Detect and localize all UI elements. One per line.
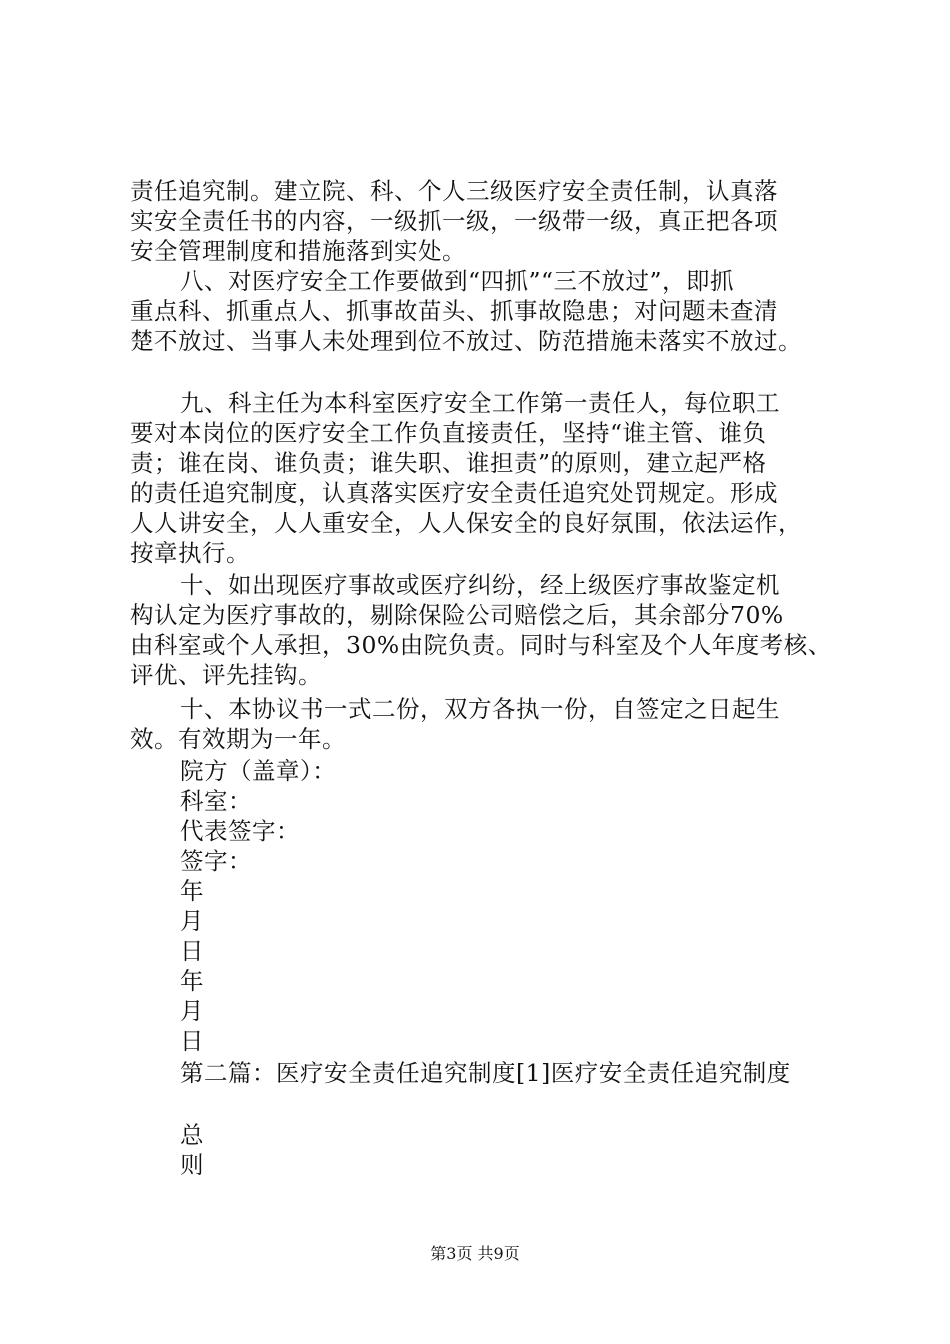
- text-line: 责任追究制。建立院、科、个人三级医疗安全责任制，认真落: [130, 177, 778, 205]
- text-line: 实安全责任书的内容，一级抓一级，一级带一级，真正把各项: [130, 207, 778, 235]
- text-line: 构认定为医疗事故的，剔除保险公司赔偿之后，其余部分70%: [130, 601, 784, 629]
- text-line: 则: [180, 1151, 204, 1179]
- text-line: 效。有效期为一年。: [130, 725, 346, 753]
- text-line: 科室：: [180, 787, 252, 815]
- text-line: 八、对医疗安全工作要做到“四抓”“三不放过”，即抓: [180, 267, 735, 295]
- text-line: 日: [180, 937, 204, 965]
- text-line: 总: [180, 1121, 204, 1149]
- text-line: 日: [180, 1027, 204, 1055]
- text-line: 的责任追究制度，认真落实医疗安全责任追究处罚规定。形成: [130, 479, 778, 507]
- text-line: 楚不放过、当事人未处理到位不放过、防范措施未落实不放过。: [130, 327, 802, 355]
- text-line: 年: [180, 967, 204, 995]
- text-line: 代表签字：: [180, 817, 300, 845]
- text-line: 十、如出现医疗事故或医疗纠纷，经上级医疗事故鉴定机: [180, 571, 780, 599]
- text-line: 责；谁在岗、谁负责；谁失职、谁担责”的原则，建立起严格: [130, 449, 767, 477]
- text-line: 要对本岗位的医疗安全工作负直接责任，坚持“谁主管、谁负: [130, 419, 767, 447]
- text-line: 由科室或个人承担，30%由院负责。同时与科室及个人年度考核、: [130, 631, 832, 659]
- text-line: 九、科主任为本科室医疗安全工作第一责任人，每位职工: [180, 389, 780, 417]
- text-line: 签字：: [180, 847, 252, 875]
- text-line: 月: [180, 997, 204, 1025]
- text-line: 院方（盖章）：: [180, 757, 337, 785]
- text-line: 安全管理制度和措施落到实处。: [130, 237, 466, 265]
- text-line: 月: [180, 907, 204, 935]
- text-line: 年: [180, 877, 204, 905]
- section-heading: 第二篇：医疗安全责任追究制度[1]医疗安全责任追究制度: [180, 1059, 791, 1087]
- text-line: 重点科、抓重点人、抓事故苗头、抓事故隐患；对问题未查清: [130, 297, 778, 325]
- text-line: 按章执行。: [130, 539, 250, 567]
- text-line: 评优、评先挂钩。: [130, 661, 322, 689]
- text-line: 十、本协议书一式二份，双方各执一份，自签定之日起生: [180, 695, 780, 723]
- text-line: 人人讲安全，人人重安全，人人保安全的良好氛围，依法运作，: [130, 509, 802, 537]
- page-number: 第3页 共9页: [430, 1244, 520, 1263]
